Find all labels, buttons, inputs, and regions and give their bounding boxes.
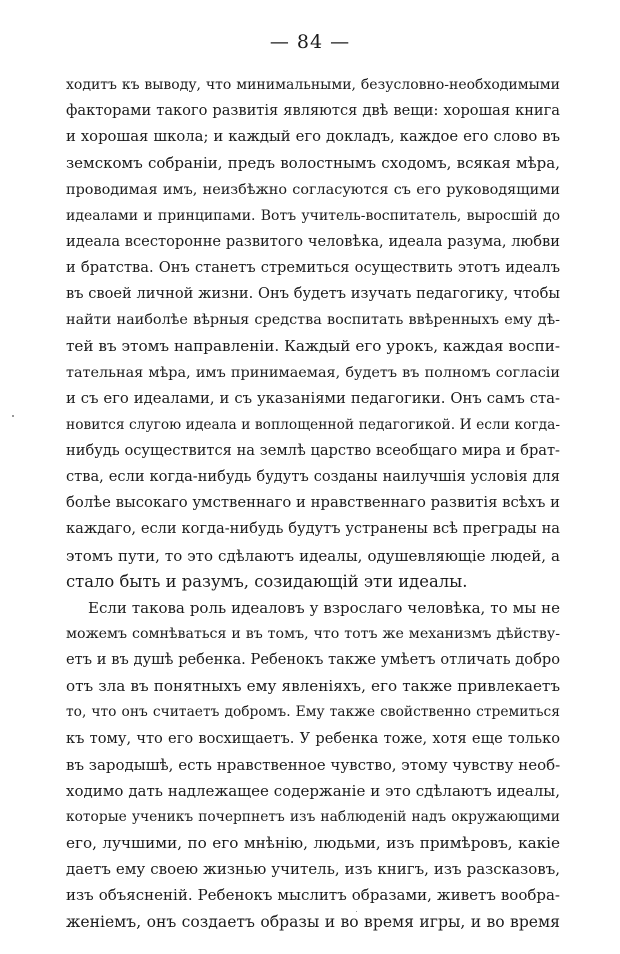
scan-speck [12, 415, 14, 417]
text-line: изъ объясненій. Ребенокъ мыслитъ образами, живетъ вообра- [66, 886, 560, 905]
text-line: ходимо дать надлежащее содержаніе и это сдѣлаютъ идеалы, [66, 781, 560, 800]
text-line: женіемъ, онъ создаетъ образы и во время игры, и во время [66, 912, 560, 931]
paragraph-1 [66, 72, 560, 595]
text-line: идеалами и принципами. Вотъ учитель-воспитатель, выросшій до [66, 207, 560, 224]
text-line: факторами такого развитія являются двѣ вещи: хорошая книга [66, 102, 560, 120]
text-line: даетъ ему своею жизнью учитель, изъ книгъ, изъ разсказовъ, [66, 860, 560, 879]
text-line: и братства. Онъ станетъ стремиться осуществить этотъ идеалъ [66, 258, 560, 276]
text-line: и хорошая школа; и каждый его докладъ, каждое его слово въ [66, 128, 560, 146]
text-line: стало быть и разумъ, созидающій эти идеалы. [66, 571, 468, 591]
text-line: Если такова роль идеаловъ у взрослаго человѣка, то мы не [88, 598, 560, 617]
text-line: въ своей личной жизни. Онъ будетъ изучать педагогику, чтобы [66, 285, 560, 303]
text-line: къ тому, что его восхищаетъ. У ребенка тоже, хотя еще только [66, 729, 560, 747]
text-line: этомъ пути, то это сдѣлаютъ идеалы, одушевляющіе людей, а [66, 546, 560, 565]
text-line: его, лучшими, по его мнѣнію, людьми, изъ примѣровъ, какіе [66, 834, 560, 853]
text-line: новится слугою идеала и воплощенной педагогикой. И если когда- [66, 416, 560, 433]
page-number: — 84 — [269, 31, 351, 53]
text-line: идеала всесторонне развитого человѣка, идеала разума, любви [66, 232, 560, 250]
paragraph-2 [66, 595, 560, 935]
text-line: ства, если когда-нибудь будутъ созданы наилучшія условія для [66, 468, 560, 486]
text-line: болѣе высокаго умственнаго и нравственнаго развитія всѣхъ и [66, 494, 560, 512]
text-line: етъ и въ душѣ ребенка. Ребенокъ также умѣетъ отличать добро [66, 651, 560, 669]
text-line: отъ зла въ понятныхъ ему явленіяхъ, его также привлекаетъ [66, 677, 560, 696]
text-line: земскомъ собраніи, предъ волостнымъ сходомъ, всякая мѣра, [66, 154, 560, 173]
text-line: которые ученикъ почерпнетъ изъ наблюденій надъ окружающими [66, 808, 560, 825]
text-line: тей въ этомъ направленіи. Каждый его урокъ, каждая воспи- [66, 337, 560, 356]
text-line: въ зародышѣ, есть нравственное чувство, этому чувству необ- [66, 755, 560, 774]
text-line: тательная мѣра, имъ принимаемая, будетъ въ полномъ согласіи [66, 364, 560, 381]
body-text [66, 72, 560, 935]
text-line: ходитъ къ выводу, что минимальными, безусловно-необходимыми [66, 77, 560, 93]
scan-speck [356, 911, 357, 912]
text-line: то, что онъ считаетъ добромъ. Ему также свойственно стремиться [66, 704, 560, 721]
text-line: найти наиболѣе вѣрныя средства воспитать ввѣренныхъ ему дѣ- [66, 312, 560, 329]
text-line: и съ его идеалами, и съ указаніями педагогики. Онъ самъ ста- [66, 389, 560, 407]
text-line: проводимая имъ, неизбѣжно согласуются съ его руководящими [66, 181, 560, 198]
text-line: нибудь осуществится на землѣ царство всеобщаго мира и брат- [66, 441, 560, 459]
text-line: каждаго, если когда-нибудь будутъ устранены всѣ преграды на [66, 520, 560, 538]
text-line: можемъ сомнѣваться и въ томъ, что тотъ же механизмъ дѣйству- [66, 625, 560, 642]
